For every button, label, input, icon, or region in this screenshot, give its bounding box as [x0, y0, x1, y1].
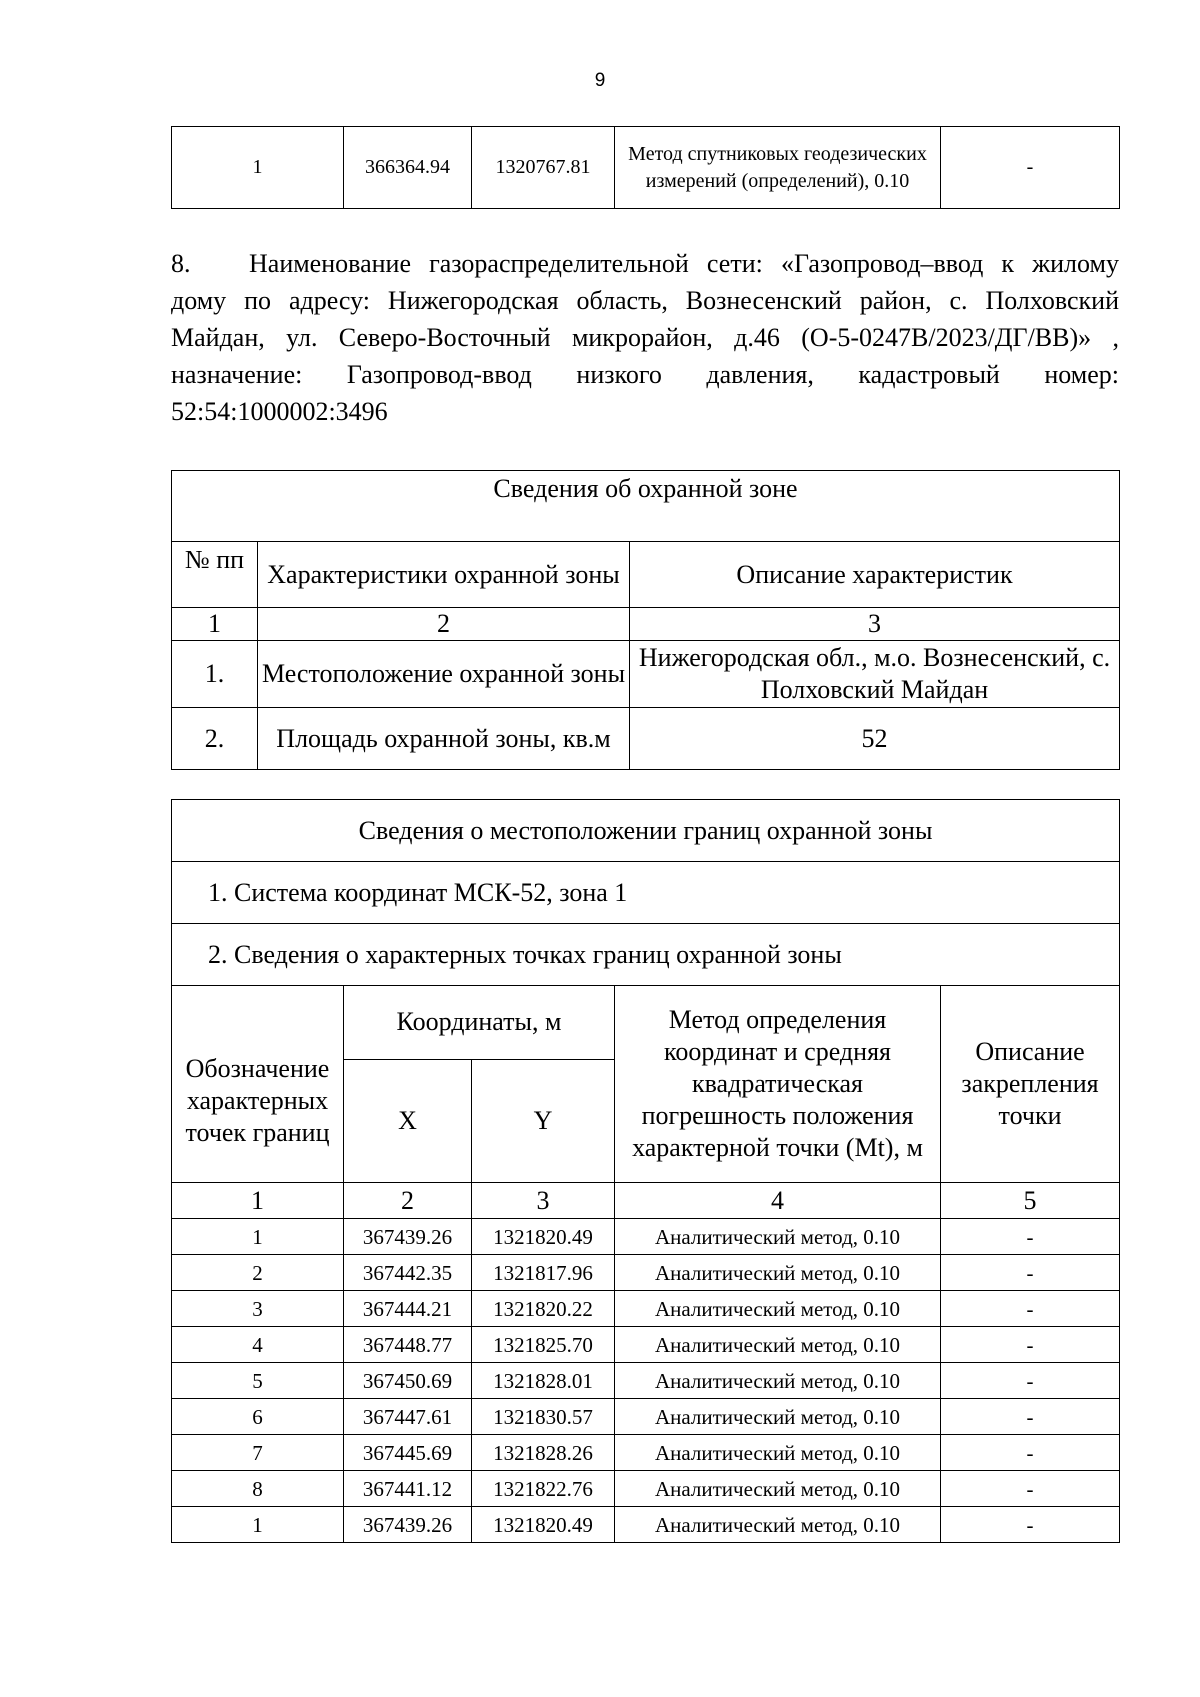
index-cell: 4 [615, 1183, 941, 1219]
x-cell: 367448.77 [344, 1327, 472, 1363]
method-cell: Аналитический метод, 0.10 [615, 1327, 941, 1363]
header-characteristics: Характеристики охранной зоны [258, 542, 630, 608]
description-cell: - [941, 1363, 1120, 1399]
table-row [172, 1507, 1120, 1543]
description-cell: - [941, 1399, 1120, 1435]
table-row [172, 1327, 1120, 1363]
x-cell: 367444.21 [344, 1291, 472, 1327]
paragraph-number: 8. [171, 249, 191, 278]
header-method: Метод определения координат и средняя квадратическая погрешность положения характерной точки (Mt), м [615, 986, 941, 1183]
point-id-cell: 6 [172, 1399, 344, 1435]
index-cell: 1 [172, 1183, 344, 1219]
point-id-cell: 4 [172, 1327, 344, 1363]
y-cell: 1321828.01 [472, 1363, 615, 1399]
description-cell: 52 [630, 708, 1120, 770]
table-row [172, 127, 1120, 209]
description-cell: Нижегородская обл., м.о. Вознесенский, с. Полховский Майдан [630, 641, 1120, 708]
page-number: 9 [594, 70, 606, 91]
zone-table-title: Сведения об охранной зоне [172, 471, 1120, 542]
table-row [172, 1363, 1120, 1399]
header-y: Y [472, 1059, 615, 1182]
boundary-table [171, 799, 1120, 1543]
row-number: 1. [172, 641, 258, 708]
table-row [172, 1399, 1120, 1435]
y-cell: 1321820.22 [472, 1291, 615, 1327]
header-description: Описание характеристик [630, 542, 1120, 608]
header-fixing-description: Описание закрепления точки [941, 986, 1120, 1183]
y-cell: 1321822.76 [472, 1471, 615, 1507]
table-row [172, 1255, 1120, 1291]
coordinate-system: 1. Система координат МСК-52, зона 1 [172, 862, 1120, 924]
method-cell: Аналитический метод, 0.10 [615, 1255, 941, 1291]
characteristic-cell: Местоположение охранной зоны [258, 641, 630, 708]
x-cell: 367441.12 [344, 1471, 472, 1507]
point-id-cell: 2 [172, 1255, 344, 1291]
y-cell: 1321820.49 [472, 1219, 615, 1255]
y-cell: 1321825.70 [472, 1327, 615, 1363]
y-cell: 1321820.49 [472, 1507, 615, 1543]
table-row [172, 1291, 1120, 1327]
x-cell: 367439.26 [344, 1219, 472, 1255]
method-cell: Аналитический метод, 0.10 [615, 1363, 941, 1399]
description-cell: - [941, 1435, 1120, 1471]
index-cell: 2 [258, 608, 630, 641]
method-cell: Аналитический метод, 0.10 [615, 1507, 941, 1543]
method-cell: Аналитический метод, 0.10 [615, 1291, 941, 1327]
point-id-cell: 1 [172, 1507, 344, 1543]
table-row [172, 708, 1120, 770]
header-x: X [344, 1059, 472, 1182]
x-cell: 367445.69 [344, 1435, 472, 1471]
index-cell: 3 [630, 608, 1120, 641]
point-id-cell: 1 [172, 127, 344, 209]
paragraph-text: Наименование газораспределительной сети: «Газопровод–ввод к жилому дому по адресу: Нижегородская область, Вознесенский район, с. Полховский Майдан, ул. Северо-Восточный микрорайон, д.46 (О-5-0247В/2023/ДГ/ВВ)» , назначение: Газопровод-ввод низкого давления, кадастровый номер: 52:54:1000002:3496 [171, 249, 1119, 426]
y-cell: 1321817.96 [472, 1255, 615, 1291]
table-row [172, 641, 1120, 708]
method-cell: Метод спутниковых геодезических измерений (определений), 0.10 [615, 127, 941, 209]
description-cell: - [941, 1507, 1120, 1543]
boundary-table-title: Сведения о местоположении границ охранной зоны [172, 800, 1120, 862]
index-cell: 2 [344, 1183, 472, 1219]
point-id-cell: 5 [172, 1363, 344, 1399]
x-cell: 367439.26 [344, 1507, 472, 1543]
description-cell: - [941, 1471, 1120, 1507]
point-id-cell: 7 [172, 1435, 344, 1471]
y-cell: 1321830.57 [472, 1399, 615, 1435]
point-id-cell: 8 [172, 1471, 344, 1507]
point-id-cell: 1 [172, 1219, 344, 1255]
zone-info-table [171, 470, 1120, 770]
top-coordinate-table [171, 126, 1120, 209]
x-cell: 366364.94 [344, 127, 472, 209]
index-cell: 5 [941, 1183, 1120, 1219]
x-cell: 367447.61 [344, 1399, 472, 1435]
network-paragraph [171, 245, 1119, 430]
description-cell: - [941, 1327, 1120, 1363]
x-cell: 367442.35 [344, 1255, 472, 1291]
characteristic-cell: Площадь охранной зоны, кв.м [258, 708, 630, 770]
x-cell: 367450.69 [344, 1363, 472, 1399]
points-subtitle: 2. Сведения о характерных точках границ охранной зоны [172, 924, 1120, 986]
description-cell: - [941, 1219, 1120, 1255]
table-row [172, 1219, 1120, 1255]
index-cell: 3 [472, 1183, 615, 1219]
method-cell: Аналитический метод, 0.10 [615, 1399, 941, 1435]
description-cell: - [941, 127, 1120, 209]
header-number: № пп [172, 542, 258, 608]
table-row [172, 1471, 1120, 1507]
y-cell: 1321828.26 [472, 1435, 615, 1471]
row-number: 2. [172, 708, 258, 770]
header-coordinates: Координаты, м [344, 986, 615, 1060]
index-cell: 1 [172, 608, 258, 641]
table-row [172, 1435, 1120, 1471]
description-cell: - [941, 1255, 1120, 1291]
point-id-cell: 3 [172, 1291, 344, 1327]
method-cell: Аналитический метод, 0.10 [615, 1435, 941, 1471]
method-cell: Аналитический метод, 0.10 [615, 1471, 941, 1507]
method-cell: Аналитический метод, 0.10 [615, 1219, 941, 1255]
description-cell: - [941, 1291, 1120, 1327]
y-cell: 1320767.81 [472, 127, 615, 209]
header-designation: Обозначение характерных точек границ [172, 986, 344, 1183]
